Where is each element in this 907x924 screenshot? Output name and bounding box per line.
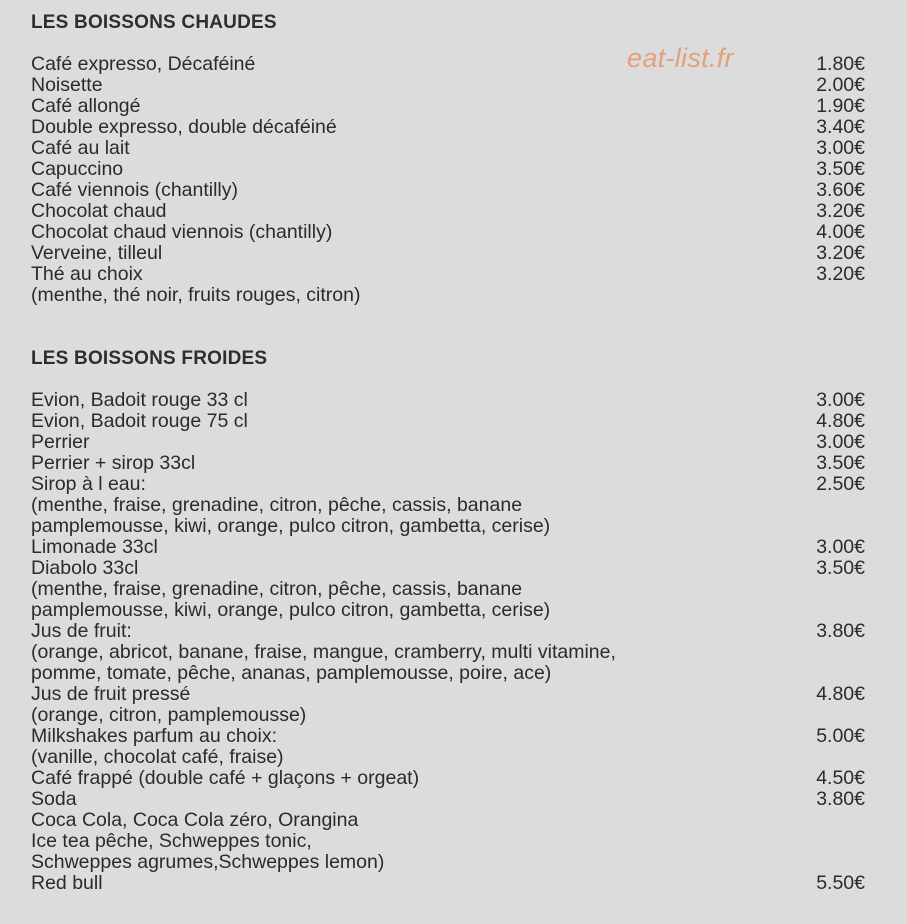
menu-item-price: 2.50€ (816, 473, 865, 495)
menu-item (31, 684, 867, 705)
menu-item-detail (31, 705, 867, 726)
watermark-logo: eat-list.fr (627, 43, 734, 73)
menu-item-name: Evion, Badoit rouge 75 cl (31, 410, 248, 432)
menu-item (31, 390, 867, 411)
menu-item-name: Jus de fruit pressé (31, 683, 191, 705)
menu-item-name: (orange, abricot, banane, fraise, mangue, cramberry, multi vitamine, (31, 641, 616, 663)
menu-item (31, 558, 867, 579)
menu-item-price (865, 747, 867, 768)
menu-item-name: pomme, tomate, pêche, ananas, pamplemousse, poire, ace) (31, 662, 552, 684)
menu-item-detail (31, 600, 867, 621)
menu-item-detail (31, 852, 867, 873)
menu-item-name: Sirop à l eau: (31, 473, 146, 495)
menu-item (31, 138, 867, 159)
menu-item-price (865, 642, 867, 663)
menu-item-price: 3.00€ (816, 431, 865, 453)
menu-item (31, 474, 867, 495)
menu-item (31, 180, 867, 201)
menu-item-name: Limonade 33cl (31, 536, 158, 558)
menu-item-price: 2.00€ (816, 74, 865, 96)
menu-item-price: 3.00€ (816, 389, 865, 411)
menu-item (31, 201, 867, 222)
menu-item-price: 3.50€ (816, 452, 865, 474)
menu-item (31, 117, 867, 138)
menu-item (31, 96, 867, 117)
menu-item (31, 621, 867, 642)
menu-item-detail (31, 663, 867, 684)
section-title-hot-drinks: LES BOISSONS CHAUDES (31, 12, 277, 33)
menu-item-detail (31, 516, 867, 537)
menu-item-price: 4.80€ (816, 683, 865, 705)
menu-item-price: 3.00€ (816, 137, 865, 159)
menu-item-detail (31, 495, 867, 516)
menu-item-name: Chocolat chaud viennois (chantilly) (31, 221, 333, 243)
menu-item-price (865, 852, 867, 873)
menu-item-name: Café expresso, Décaféiné (31, 53, 256, 75)
menu-item-price: 3.60€ (816, 179, 865, 201)
menu-item-price (865, 600, 867, 621)
menu-item-price: 4.80€ (816, 410, 865, 432)
menu-item (31, 873, 867, 894)
menu-item (31, 75, 867, 96)
menu-item-name: (menthe, fraise, grenadine, citron, pêche, cassis, banane (31, 578, 523, 600)
menu-item-name: Evion, Badoit rouge 33 cl (31, 389, 248, 411)
menu-item-name: Café frappé (double café + glaçons + orgeat) (31, 767, 420, 789)
menu-item (31, 432, 867, 453)
menu-item-price: 3.80€ (816, 620, 865, 642)
menu-item-price (865, 495, 867, 516)
menu-item-price (865, 663, 867, 684)
menu-item-price: 3.20€ (816, 200, 865, 222)
menu-item-price: 1.90€ (816, 95, 865, 117)
menu-item-detail (31, 579, 867, 600)
menu-item-price: 3.40€ (816, 116, 865, 138)
menu-item-name: Chocolat chaud (31, 200, 167, 222)
cold-drinks-list (31, 390, 867, 894)
menu-item (31, 768, 867, 789)
menu-item (31, 789, 867, 810)
menu-item-name: pamplemousse, kiwi, orange, pulco citron, gambetta, cerise) (31, 599, 551, 621)
menu-item-price: 5.50€ (816, 872, 865, 894)
menu-item-name: Soda (31, 788, 77, 810)
menu-item-price: 3.50€ (816, 557, 865, 579)
menu-item-detail (31, 642, 867, 663)
menu-item-name: Jus de fruit: (31, 620, 132, 642)
menu-item-name: pamplemousse, kiwi, orange, pulco citron, gambetta, cerise) (31, 515, 551, 537)
menu-item-name: Perrier (31, 431, 90, 453)
menu-item-detail (31, 747, 867, 768)
menu-item-name: Thé au choix (31, 263, 143, 285)
menu-item-name: Ice tea pêche, Schweppes tonic, (31, 830, 312, 852)
menu-item-detail (31, 810, 867, 831)
menu-item-name: Café au lait (31, 137, 130, 159)
menu-item-price: 3.20€ (816, 263, 865, 285)
menu-item-price (865, 285, 867, 306)
menu-item-name: Red bull (31, 872, 103, 894)
menu-item-price (865, 579, 867, 600)
menu-item-name: (vanille, chocolat café, fraise) (31, 746, 284, 768)
menu-item-price (865, 831, 867, 852)
menu-item-name: Milkshakes parfum au choix: (31, 725, 278, 747)
menu-item-price: 3.50€ (816, 158, 865, 180)
menu-item-price: 3.20€ (816, 242, 865, 264)
menu-item-detail (31, 831, 867, 852)
menu-item-price: 3.80€ (816, 788, 865, 810)
menu-item-name: (orange, citron, pamplemousse) (31, 704, 307, 726)
menu-item (31, 264, 867, 285)
menu-item-price: 4.50€ (816, 767, 865, 789)
menu-item (31, 159, 867, 180)
menu-item-name: Perrier + sirop 33cl (31, 452, 196, 474)
menu-item (31, 222, 867, 243)
menu-item-name: Double expresso, double décaféiné (31, 116, 337, 138)
menu-item-name: Verveine, tilleul (31, 242, 163, 264)
menu-item (31, 726, 867, 747)
menu-item-price: 1.80€ (816, 53, 865, 75)
hot-drinks-list (31, 54, 867, 306)
menu-item-price (865, 810, 867, 831)
section-title-cold-drinks: LES BOISSONS FROIDES (31, 348, 268, 369)
menu-item-price: 4.00€ (816, 221, 865, 243)
menu-item-name: Diabolo 33cl (31, 557, 139, 579)
menu-item-name: Coca Cola, Coca Cola zéro, Orangina (31, 809, 359, 831)
menu-item (31, 411, 867, 432)
menu-item (31, 243, 867, 264)
menu-item-price: 3.00€ (816, 536, 865, 558)
menu-item-name: (menthe, thé noir, fruits rouges, citron) (31, 284, 361, 306)
menu-item-price (865, 705, 867, 726)
menu-item-price: 5.00€ (816, 725, 865, 747)
menu-item-name: Capuccino (31, 158, 124, 180)
menu-item-price (865, 516, 867, 537)
menu-item-name: Schweppes agrumes,Schweppes lemon) (31, 851, 385, 873)
menu-item-detail (31, 285, 867, 306)
menu-item-name: Noisette (31, 74, 103, 96)
menu-item-name: Café allongé (31, 95, 141, 117)
menu-item-name: Café viennois (chantilly) (31, 179, 239, 201)
menu-item (31, 453, 867, 474)
menu-item (31, 54, 867, 75)
menu-item (31, 537, 867, 558)
menu-item-name: (menthe, fraise, grenadine, citron, pêche, cassis, banane (31, 494, 523, 516)
